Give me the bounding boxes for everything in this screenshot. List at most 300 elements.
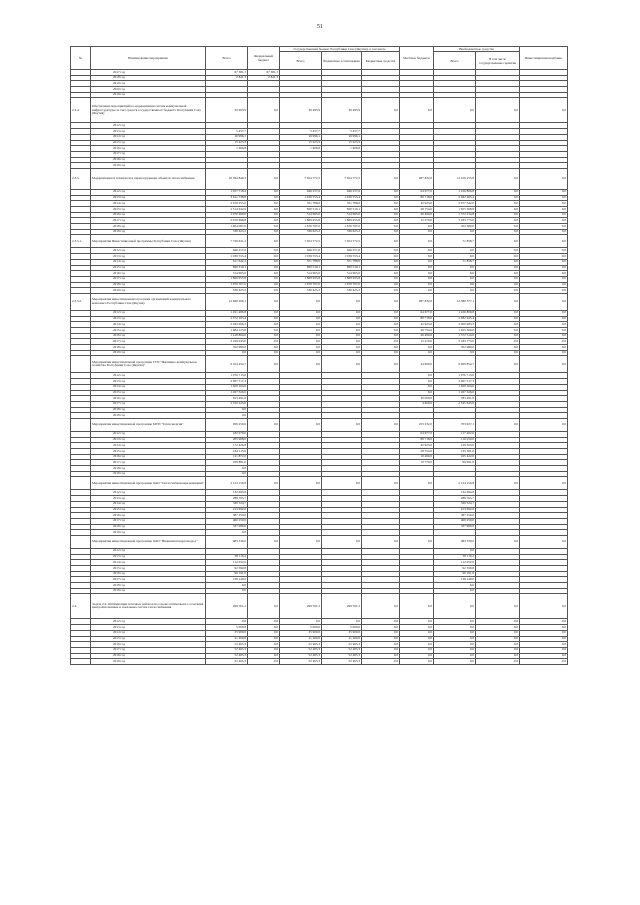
- header-republic: Государственный бюджет Республики Саха (Якутия), в том числе: [280, 47, 400, 52]
- amount-cell: 0,0: [248, 254, 280, 260]
- row-number: 2.3.5.1.: [71, 235, 91, 248]
- amount-cell: 0,0: [248, 625, 280, 631]
- year-label: 2012 год: [91, 373, 206, 379]
- measure-name: Мероприятия инвестиционной программы ОАО "Теплоснабжающая компания": [91, 477, 206, 490]
- year-label: 2015 год: [91, 265, 206, 271]
- amount-cell: 0,0: [476, 535, 520, 548]
- amount-cell: 0,0: [248, 248, 280, 254]
- header-federal: Федеральный бюджет: [248, 47, 280, 70]
- amount-cell: 0,0: [206, 530, 248, 536]
- amount-cell: 0,0: [248, 98, 280, 123]
- amount-cell: 0,0: [248, 647, 280, 653]
- amount-cell: 0,0: [248, 235, 280, 248]
- measure-name: Задача 2.4. Оптимизация тепловых районов на основе оптимального сочетания централизованных и локальных систем теплоснабжения: [91, 594, 206, 619]
- amount-cell: 16 996,1: [206, 134, 248, 140]
- year-label: 2012 год: [91, 548, 206, 554]
- amount-cell: 514 665,0: [206, 271, 248, 277]
- year-label: 2016 год: [91, 642, 206, 648]
- amount-cell: 1 409 164,0: [434, 384, 476, 390]
- amount-cell: 352 980,0: [434, 345, 476, 351]
- amount-cell: 64 677,0: [400, 189, 434, 195]
- amount-cell: 0,0: [280, 619, 322, 625]
- amount-cell: 0,0: [362, 418, 400, 431]
- amount-cell: 0,0: [400, 224, 434, 230]
- amount-cell: 0,0: [362, 195, 400, 201]
- amount-cell: 0,0: [476, 647, 520, 653]
- amount-cell: 16 996,1: [322, 134, 362, 140]
- amount-cell: 820 519,1: [280, 265, 322, 271]
- year-label: 2015 год: [91, 507, 206, 513]
- amount-cell: 0,0: [520, 642, 568, 648]
- amount-cell: 0,0: [362, 653, 400, 659]
- amount-cell: 0,0: [434, 98, 476, 123]
- amount-cell: 0,0: [476, 630, 520, 636]
- amount-cell: 9 069 854,7: [434, 356, 476, 373]
- year-label: 2019 год: [91, 288, 206, 294]
- amount-cell: 0,0: [400, 477, 434, 490]
- year-label: 2012 год: [91, 431, 206, 437]
- year-label: 2014 год: [91, 201, 206, 207]
- amount-cell: 0,0: [322, 339, 362, 345]
- amount-cell: 0,0: [520, 636, 568, 642]
- year-label: 2018 год: [91, 583, 206, 589]
- amount-cell: 1 684 123,8: [206, 328, 248, 334]
- amount-cell: 0,0: [434, 254, 476, 260]
- amount-cell: 0,0: [434, 642, 476, 648]
- amount-cell: 0,0: [520, 322, 568, 328]
- year-label: 2019 год: [91, 659, 206, 665]
- measure-name: Обеспечение мероприятий по модернизации систем коммунальной инфраструктуры за счет средств государственного бюджета Республики Саха (Якутия): [91, 98, 206, 123]
- amount-cell: 46 490,0: [400, 333, 434, 339]
- amount-cell: 213 092,0: [434, 507, 476, 513]
- amount-cell: 138 149,0: [434, 577, 476, 583]
- amount-cell: 2 572 163,4: [206, 316, 248, 322]
- amount-cell: 0,0: [400, 248, 434, 254]
- amount-cell: 5 000,0: [322, 625, 362, 631]
- amount-cell: 1 372 234,8: [434, 212, 476, 218]
- amount-cell: 703 027,1: [434, 418, 476, 431]
- amount-cell: 112 052,0: [206, 560, 248, 566]
- amount-cell: 0,0: [434, 288, 476, 294]
- amount-cell: 0,0: [362, 339, 400, 345]
- year-label: 2018 год: [91, 407, 206, 413]
- amount-cell: 0,0: [520, 207, 568, 213]
- amount-cell: 0,0: [248, 594, 280, 619]
- amount-cell: 0,0: [520, 288, 568, 294]
- row-number: 2.3.5.: [71, 168, 91, 189]
- amount-cell: 0,0: [400, 625, 434, 631]
- budget-table: [70, 46, 568, 665]
- amount-cell: 0,0: [476, 265, 520, 271]
- year-label: 2017 год: [91, 339, 206, 345]
- amount-cell: 121 872,0: [206, 454, 248, 460]
- amount-cell: 352 580,0: [434, 224, 476, 230]
- amount-cell: 5 457,7: [322, 129, 362, 135]
- amount-cell: 12 668 209,1: [206, 293, 248, 310]
- amount-cell: 0,0: [520, 218, 568, 224]
- amount-cell: 0,0: [248, 630, 280, 636]
- amount-cell: 0,0: [476, 345, 520, 351]
- year-label: 2013 год: [91, 316, 206, 322]
- amount-cell: 0,0: [476, 477, 520, 490]
- amount-cell: 0,0: [362, 322, 400, 328]
- amount-cell: 0,0: [362, 229, 400, 235]
- amount-cell: 0,0: [476, 418, 520, 431]
- amount-cell: 0,0: [400, 282, 434, 288]
- amount-cell: 536 625,2: [280, 229, 322, 235]
- header-republic-budget-inv: Бюджетные ассигнования: [322, 52, 362, 70]
- amount-cell: 0,0: [280, 316, 322, 322]
- amount-cell: 0,0: [280, 322, 322, 328]
- amount-cell: 0,0: [362, 630, 400, 636]
- amount-cell: 253 232,0: [400, 418, 434, 431]
- amount-cell: 4 600,0: [400, 401, 434, 407]
- year-label: 2017 год: [91, 460, 206, 466]
- amount-cell: 0,0: [206, 350, 248, 356]
- amount-cell: 0,0: [362, 265, 400, 271]
- amount-cell: 0,0: [248, 310, 280, 316]
- amount-cell: 0,0: [520, 625, 568, 631]
- amount-cell: 0,0: [362, 594, 400, 619]
- amount-cell: 0,0: [362, 98, 400, 123]
- amount-cell: 0,0: [476, 195, 520, 201]
- amount-cell: 12 456 255,8: [434, 168, 476, 189]
- amount-cell: 0,0: [520, 235, 568, 248]
- amount-cell: 52 465,3: [206, 647, 248, 653]
- amount-cell: 5 070 698,8: [206, 218, 248, 224]
- year-label: 2012 год: [91, 123, 206, 129]
- amount-cell: 0,0: [434, 625, 476, 631]
- amount-cell: 0,0: [248, 189, 280, 195]
- amount-cell: 646 257,6: [322, 189, 362, 195]
- amount-cell: 0,0: [520, 477, 568, 490]
- header-num: №: [71, 47, 91, 70]
- amount-cell: 0,0: [520, 282, 568, 288]
- year-label: 2017 год: [91, 151, 206, 157]
- year-label: 2017 год: [91, 647, 206, 653]
- amount-cell: 0,0: [280, 350, 322, 356]
- amount-cell: 0,0: [362, 282, 400, 288]
- amount-cell: 0,0: [400, 271, 434, 277]
- amount-cell: 0,0: [476, 189, 520, 195]
- amount-cell: 1 970 469,6: [206, 212, 248, 218]
- amount-cell: 0,0: [520, 98, 568, 123]
- amount-cell: 0,0: [206, 471, 248, 477]
- amount-cell: 0,0: [248, 345, 280, 351]
- amount-cell: 0,0: [520, 229, 568, 235]
- amount-cell: 352 980,0: [206, 345, 248, 351]
- amount-cell: 0,0: [476, 201, 520, 207]
- amount-cell: 1 676 707,0: [322, 224, 362, 230]
- amount-cell: 646 257,6: [206, 248, 248, 254]
- amount-cell: 0,0: [206, 588, 248, 594]
- table-group-row: [71, 98, 568, 123]
- amount-cell: 0,0: [400, 384, 434, 390]
- table-group-row: [71, 418, 568, 431]
- amount-cell: 135 361,0: [434, 449, 476, 455]
- year-label: 2016 год: [91, 146, 206, 152]
- amount-cell: 38 116,2: [206, 554, 248, 560]
- amount-cell: 7 654 772,5: [280, 168, 322, 189]
- amount-cell: 0,0: [400, 259, 434, 265]
- amount-cell: 0,0: [434, 265, 476, 271]
- amount-cell: 0,0: [248, 288, 280, 294]
- amount-cell: 1 957 718,4: [206, 189, 248, 195]
- amount-cell: 0,0: [476, 224, 520, 230]
- amount-cell: 0,0: [248, 333, 280, 339]
- amount-cell: 52 465,3: [280, 659, 322, 665]
- amount-cell: 52 465,3: [280, 647, 322, 653]
- amount-cell: 536 625,2: [280, 288, 322, 294]
- amount-cell: 287 832,0: [400, 168, 434, 189]
- amount-cell: 0,0: [476, 168, 520, 189]
- amount-cell: 35 900,0: [206, 630, 248, 636]
- year-label: 2013 год: [91, 554, 206, 560]
- amount-cell: 0,0: [362, 218, 400, 224]
- amount-cell: 92 590,8: [434, 566, 476, 572]
- amount-cell: 89 718,0: [400, 437, 434, 443]
- amount-cell: 551 788,0: [280, 259, 322, 265]
- year-label: 2018 год: [91, 224, 206, 230]
- amount-cell: 0,0: [248, 259, 280, 265]
- year-label: 2018 год: [91, 282, 206, 288]
- amount-cell: 0,0: [520, 271, 568, 277]
- amount-cell: 5 000,0: [206, 625, 248, 631]
- amount-cell: 0,0: [248, 339, 280, 345]
- amount-cell: 0,0: [520, 418, 568, 431]
- amount-cell: 67 381,1: [248, 70, 280, 76]
- amount-cell: 35 900,0: [322, 630, 362, 636]
- year-label: 2016 год: [91, 396, 206, 402]
- amount-cell: 0,0: [520, 619, 568, 625]
- amount-cell: 0,0: [248, 636, 280, 642]
- year-label: 2019 год: [91, 350, 206, 356]
- amount-cell: 1 409 164,0: [206, 384, 248, 390]
- year-label: 2013 год: [91, 496, 206, 502]
- amount-cell: 0,0: [476, 322, 520, 328]
- year-label: 2015 год: [91, 449, 206, 455]
- amount-cell: 64 677,0: [400, 431, 434, 437]
- amount-cell: 387 250,0: [206, 513, 248, 519]
- amount-cell: 0,0: [476, 356, 520, 373]
- amount-cell: 0,0: [248, 218, 280, 224]
- amount-cell: 0,0: [434, 588, 476, 594]
- amount-cell: 0,0: [400, 659, 434, 665]
- amount-cell: 536 625,2: [322, 288, 362, 294]
- amount-cell: 0,0: [476, 288, 520, 294]
- year-label: 2012 год: [91, 490, 206, 496]
- amount-cell: 0,0: [476, 271, 520, 277]
- amount-cell: 0,0: [322, 322, 362, 328]
- amount-cell: 0,0: [280, 418, 322, 431]
- year-label: 2013 год: [91, 254, 206, 260]
- amount-cell: 0,0: [248, 653, 280, 659]
- year-label: 2018 год: [91, 524, 206, 530]
- amount-cell: 0,0: [280, 293, 322, 310]
- amount-cell: 1 291 486,8: [206, 310, 248, 316]
- amount-cell: 0,0: [476, 659, 520, 665]
- amount-cell: 0,0: [248, 168, 280, 189]
- amount-cell: 551 788,0: [322, 259, 362, 265]
- amount-cell: 0,0: [434, 276, 476, 282]
- amount-cell: 52 465,3: [280, 653, 322, 659]
- amount-cell: 0,0: [362, 224, 400, 230]
- amount-cell: 0,0: [322, 316, 362, 322]
- amount-cell: 1 039 555,4: [322, 254, 362, 260]
- amount-cell: 0,0: [520, 659, 568, 665]
- amount-cell: 0,0: [248, 276, 280, 282]
- year-label: 2017 год: [91, 276, 206, 282]
- amount-cell: 0,0: [520, 248, 568, 254]
- amount-cell: 0,0: [362, 212, 400, 218]
- amount-cell: 0,0: [248, 293, 280, 310]
- amount-cell: 0,0: [280, 356, 322, 373]
- amount-cell: 1 869 655,8: [206, 276, 248, 282]
- amount-cell: 0,0: [248, 350, 280, 356]
- amount-cell: 0,0: [322, 619, 362, 625]
- amount-cell: 0,0: [434, 282, 476, 288]
- amount-cell: 0,0: [400, 619, 434, 625]
- amount-cell: 0,0: [434, 248, 476, 254]
- amount-cell: 0,0: [400, 594, 434, 619]
- amount-cell: 514 665,0: [280, 271, 322, 277]
- amount-cell: 0,0: [362, 345, 400, 351]
- amount-cell: 0,0: [362, 276, 400, 282]
- amount-cell: 387 250,0: [434, 513, 476, 519]
- amount-cell: 0,0: [362, 293, 400, 310]
- amount-cell: 16 490,0: [400, 454, 434, 460]
- table-row: [71, 659, 568, 665]
- amount-cell: 0,0: [400, 379, 434, 385]
- amount-cell: 42 923,0: [400, 322, 434, 328]
- amount-cell: 52 465,3: [322, 659, 362, 665]
- amount-cell: 0,0: [400, 229, 434, 235]
- year-label: 2018 год: [91, 653, 206, 659]
- year-label: 2013 год: [91, 437, 206, 443]
- amount-cell: 0,0: [362, 619, 400, 625]
- amount-cell: 0,0: [400, 373, 434, 379]
- amount-cell: 0,0: [520, 254, 568, 260]
- amount-cell: 0,0: [476, 282, 520, 288]
- amount-cell: 0,0: [400, 636, 434, 642]
- amount-cell: 0,0: [280, 328, 322, 334]
- amount-cell: 42 923,0: [400, 443, 434, 449]
- amount-cell: 1 226 806,8: [434, 189, 476, 195]
- amount-cell: 0,0: [520, 276, 568, 282]
- measure-name: Мероприятия инвестиционной программы ОАО "Нижнеянскэнерговодхоз": [91, 535, 206, 548]
- year-label: 2015 год: [91, 140, 206, 146]
- amount-cell: 52 465,3: [206, 653, 248, 659]
- amount-cell: 15 423,3: [206, 140, 248, 146]
- amount-cell: 0,0: [206, 413, 248, 419]
- amount-cell: 10 770,0: [400, 460, 434, 466]
- year-label: 2016 год: [91, 513, 206, 519]
- amount-cell: 0,0: [520, 310, 568, 316]
- amount-cell: 0,0: [248, 659, 280, 665]
- amount-cell: 7 654 772,5: [322, 168, 362, 189]
- header-total: Всего: [206, 47, 248, 70]
- amount-cell: 0,0: [248, 224, 280, 230]
- amount-cell: 1 676 707,0: [280, 224, 322, 230]
- amount-cell: 0,0: [322, 328, 362, 334]
- amount-cell: 0,0: [434, 350, 476, 356]
- amount-cell: 0,0: [322, 418, 362, 431]
- row-number: [71, 535, 91, 548]
- amount-cell: 0,0: [476, 218, 520, 224]
- table-group-row: [71, 356, 568, 373]
- amount-cell: 0,0: [248, 229, 280, 235]
- amount-cell: 0,0: [248, 282, 280, 288]
- amount-cell: 0,0: [248, 201, 280, 207]
- amount-cell: 39 483,9: [206, 98, 248, 123]
- amount-cell: 15 270,0: [400, 218, 434, 224]
- amount-cell: 0,0: [248, 356, 280, 373]
- amount-cell: 89 718,0: [400, 195, 434, 201]
- amount-cell: 0,0: [362, 356, 400, 373]
- year-label: 2019 год: [91, 229, 206, 235]
- amount-cell: 0,0: [476, 619, 520, 625]
- amount-cell: 0,0: [434, 659, 476, 665]
- amount-cell: 646 257,6: [322, 248, 362, 254]
- amount-cell: 0,0: [362, 254, 400, 260]
- amount-cell: 0,0: [476, 229, 520, 235]
- amount-cell: 132 694,8: [434, 490, 476, 496]
- amount-cell: 0,0: [520, 265, 568, 271]
- amount-cell: 0,0: [520, 259, 568, 265]
- amount-cell: 0,0: [520, 356, 568, 373]
- amount-cell: 0,0: [322, 477, 362, 490]
- amount-cell: 0,0: [362, 625, 400, 631]
- year-label: 2015 год: [91, 207, 206, 213]
- amount-cell: 0,0: [434, 653, 476, 659]
- amount-cell: 7 726 631,2: [206, 235, 248, 248]
- amount-cell: 536 625,2: [206, 229, 248, 235]
- amount-cell: 646 257,6: [280, 189, 322, 195]
- amount-cell: 5 000,0: [280, 625, 322, 631]
- header-extra-state: В том числе государственные гарантии: [476, 52, 520, 70]
- row-number: [71, 477, 91, 490]
- amount-cell: 0,0: [476, 594, 520, 619]
- amount-cell: 0,0: [400, 350, 434, 356]
- amount-cell: 611 642,3: [206, 259, 248, 265]
- amount-cell: 96 191,0: [206, 571, 248, 577]
- amount-cell: 0,0: [520, 339, 568, 345]
- amount-cell: 52 465,3: [322, 653, 362, 659]
- amount-cell: 21 400,0: [322, 636, 362, 642]
- year-label: 2014 год: [91, 322, 206, 328]
- amount-cell: 129 503,0: [434, 443, 476, 449]
- amount-cell: 0,0: [400, 390, 434, 396]
- amount-cell: 2 514 642,9: [206, 207, 248, 213]
- amount-cell: 0,0: [248, 619, 280, 625]
- amount-cell: 9 104 454,7: [206, 356, 248, 373]
- amount-cell: 0,0: [206, 583, 248, 589]
- amount-cell: 0,0: [520, 594, 568, 619]
- year-label: 2019 год: [91, 413, 206, 419]
- amount-cell: 0,0: [248, 265, 280, 271]
- measure-name: Мероприятия инвестиционной программы ГУП "Жилищно-коммунальное хозяйство Республики Саха (Якутия)": [91, 356, 206, 373]
- year-label: 2013 год: [91, 625, 206, 631]
- amount-cell: 96 191,0: [434, 571, 476, 577]
- year-label: 2018 год: [91, 466, 206, 472]
- amount-cell: 0,0: [520, 333, 568, 339]
- amount-cell: 2 841,3: [206, 75, 248, 81]
- year-label: 2014 год: [91, 443, 206, 449]
- amount-cell: 0,0: [248, 418, 280, 431]
- amount-cell: 0,0: [520, 224, 568, 230]
- amount-cell: 0,0: [362, 350, 400, 356]
- amount-cell: 0,0: [362, 235, 400, 248]
